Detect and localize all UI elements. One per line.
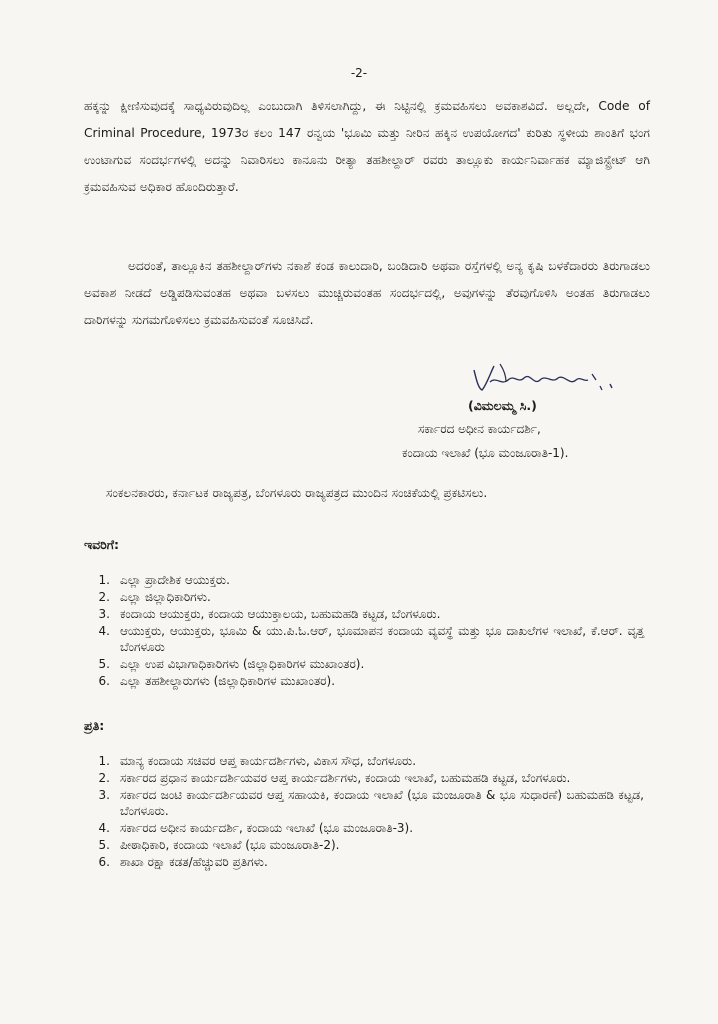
item-text: ಕಂದಾಯ ಆಯುಕ್ತರು, ಕಂದಾಯ ಆಯುಕ್ತಾಲಯ, ಬಹುಮಹಡಿ ಕಟ್ಟಡ, ಬೆಂಗಳೂರು. xyxy=(120,607,441,621)
signatory-department: ಕಂದಾಯ ಇಲಾಖೆ (ಭೂ ಮಂಜೂರಾತಿ-1). xyxy=(402,446,569,460)
list-item xyxy=(84,787,644,819)
item-number: 2. xyxy=(98,590,110,604)
item-text: ಆಯುಕ್ತರು, ಆಯುಕ್ತರು, ಭೂಮಿ & ಯು.ಪಿ.ಓ.ಆರ್, ಭೂಮಾಪನ ಕಂದಾಯ ವ್ಯವಸ್ಥೆ ಮತ್ತು ಭೂ ದಾಖಲೆಗಳ ಇಲಾಖೆ, ಕೆ.ಆರ್. ವೃತ್ತ ಬೆಂಗಳೂರು xyxy=(120,624,644,654)
item-number: 6. xyxy=(98,674,110,688)
item-number: 4. xyxy=(98,821,110,835)
item-number: 5. xyxy=(98,838,110,852)
list-item xyxy=(84,753,644,769)
copies-heading: ಪ್ರತಿ: xyxy=(84,718,105,733)
recipients-list xyxy=(84,572,644,690)
item-number: 1. xyxy=(98,573,110,587)
body-paragraph-2: ಅದರಂತೆ, ತಾಲ್ಲೂಕಿನ ತಹಶೀಲ್ದಾರ್‌ಗಳು ನಕಾಶೆ ಕಂಡ ಕಾಲುದಾರಿ, ಬಂಡಿದಾರಿ ಅಥವಾ ರಸ್ತೆಗಳಲ್ಲಿ ಅನ್ಯ ಕೃಷಿ ಬಳಕೆದಾರರು ತಿರುಗಾಡಲು ಅವಕಾಶ ನೀಡದೆ ಅಡ್ಡಿಪಡಿಸುವಂತಹ ಅಥವಾ ಬಳಸಲು ಮುಚ್ಚಿರುವಂತಹ ಸಂದರ್ಭದಲ್ಲಿ, ಅವುಗಳನ್ನು ತೆರವುಗೊಳಿಸಿ ಅಂತಹ ತಿರುಗಾಡಲು ದಾರಿಗಳನ್ನು ಸುಗಮಗೊಳಿಸಲು ಕ್ರಮವಹಿಸುವಂತೆ ಸೂಚಿಸಿದೆ. xyxy=(84,259,650,327)
item-number: 6. xyxy=(98,855,110,869)
page-number: -2- xyxy=(350,66,368,80)
list-item xyxy=(84,837,644,853)
item-number: 4. xyxy=(98,624,110,638)
item-number: 3. xyxy=(98,607,110,621)
list-item xyxy=(84,606,644,622)
item-text: ಸರ್ಕಾರದ ಜಂಟಿ ಕಾರ್ಯದರ್ಶಿಯವರ ಆಪ್ತ ಸಹಾಯಕಿ, ಕಂದಾಯ ಇಲಾಖೆ (ಭೂ ಮಂಜೂರಾತಿ & ಭೂ ಸುಧಾರಣೆ) ಬಹುಮಹಡಿ ಕಟ್ಟಡ, ಬೆಂಗಳೂರು. xyxy=(120,788,644,818)
list-item xyxy=(84,854,644,870)
item-text: ಎಲ್ಲಾ ಉಪ ವಿಭಾಗಾಧಿಕಾರಿಗಳು (ಜಿಲ್ಲಾಧಿಕಾರಿಗಳ ಮುಖಾಂತರ). xyxy=(120,657,365,671)
item-text: ಎಲ್ಲಾ ತಹಶೀಲ್ದಾರುಗಳು (ಜಿಲ್ಲಾಧಿಕಾರಿಗಳ ಮುಖಾಂತರ). xyxy=(120,674,336,688)
list-item xyxy=(84,656,644,672)
recipients-heading: ಇವರಿಗೆ: xyxy=(84,537,120,552)
copies-list xyxy=(84,753,644,871)
list-item xyxy=(84,589,644,605)
item-text: ಪೀಠಾಧಿಕಾರಿ, ಕಂದಾಯ ಇಲಾಖೆ (ಭೂ ಮಂಜೂರಾತಿ-2). xyxy=(120,838,340,852)
item-text: ಶಾಖಾ ರಕ್ಷಾ ಕಡತ/ಹೆಚ್ಚುವರಿ ಪ್ರತಿಗಳು. xyxy=(120,855,268,869)
item-number: 5. xyxy=(98,657,110,671)
item-text: ಮಾನ್ಯ ಕಂದಾಯ ಸಚಿವರ ಆಪ್ತ ಕಾರ್ಯದರ್ಶಿಗಳು, ವಿಕಾಸ ಸೌಧ, ಬೆಂಗಳೂರು. xyxy=(120,754,417,768)
list-item xyxy=(84,623,644,655)
signatory-designation: ಸರ್ಕಾರದ ಅಧೀನ ಕಾರ್ಯದರ್ಶಿ, xyxy=(418,422,541,436)
item-text: ಎಲ್ಲಾ ಜಿಲ್ಲಾಧಿಕಾರಿಗಳು. xyxy=(120,590,211,604)
list-item xyxy=(84,572,644,588)
list-item xyxy=(84,673,644,689)
item-number: 3. xyxy=(98,788,110,802)
item-number: 2. xyxy=(98,771,110,785)
signatory-name: (ವಿಮಲಮ್ಮ ಸಿ.) xyxy=(468,398,537,413)
signature-block xyxy=(0,356,718,466)
list-item xyxy=(84,770,644,786)
handwritten-signature xyxy=(460,356,640,398)
list-item xyxy=(84,820,644,836)
item-text: ಸರ್ಕಾರದ ಪ್ರಧಾನ ಕಾರ್ಯದರ್ಶಿಯವರ ಆಪ್ತ ಕಾರ್ಯದರ್ಶಿಗಳು, ಕಂದಾಯ ಇಲಾಖೆ, ಬಹುಮಹಡಿ ಕಟ್ಟಡ, ಬೆಂಗಳೂರು. xyxy=(120,771,571,785)
body-paragraph-1: ಹಕ್ಕನ್ನು ಕ್ಷೀಣಿಸುವುದಕ್ಕೆ ಸಾಧ್ಯವಿರುವುದಿಲ್ಲ ಎಂಬುದಾಗಿ ತಿಳಿಸಲಾಗಿದ್ದು, ಈ ನಿಟ್ಟಿನಲ್ಲಿ ಕ್ರಮವಹಿಸಲು ಅವಕಾಶವಿದೆ. ಅಲ್ಲದೇ, Code of Criminal Procedure, 1973ರ ಕಲಂ 147 ರನ್ವಯ 'ಭೂಮಿ ಮತ್ತು ನೀರಿನ ಹಕ್ಕಿನ ಉಪಯೋಗದ' ಕುರಿತು ಸ್ಥಳೀಯ ಶಾಂತಿಗೆ ಭಂಗ ಉಂಟಾಗುವ ಸಂದರ್ಭಗಳಲ್ಲಿ ಅದನ್ನು ನಿವಾರಿಸಲು ಕಾನೂನು ರೀತ್ಯಾ ತಹಶೀಲ್ದಾರ್ ರವರು ತಾಲ್ಲೂಕು ಕಾರ್ಯನಿರ್ವಾಹಕ ಮ್ಯಾಜಿಸ್ಟ್ರೇಟ್ ಆಗಿ ಕ್ರಮವಹಿಸುವ ಅಧಿಕಾರ ಹೊಂದಿರುತ್ತಾರೆ. xyxy=(84,99,650,194)
item-text: ಸರ್ಕಾರದ ಅಧೀನ ಕಾರ್ಯದರ್ಶಿ, ಕಂದಾಯ ಇಲಾಖೆ (ಭೂ ಮಂಜೂರಾತಿ-3). xyxy=(120,821,414,835)
item-text: ಎಲ್ಲಾ ಪ್ರಾದೇಶಿಕ ಆಯುಕ್ತರು. xyxy=(120,573,230,587)
item-number: 1. xyxy=(98,754,110,768)
forwarding-note: ಸಂಕಲನಕಾರರು, ಕರ್ನಾಟಕ ರಾಜ್ಯಪತ್ರ, ಬೆಂಗಳೂರು ರಾಜ್ಯಪತ್ರದ ಮುಂದಿನ ಸಂಚಿಕೆಯಲ್ಲಿ ಪ್ರಕಟಿಸಲು. xyxy=(106,486,488,500)
